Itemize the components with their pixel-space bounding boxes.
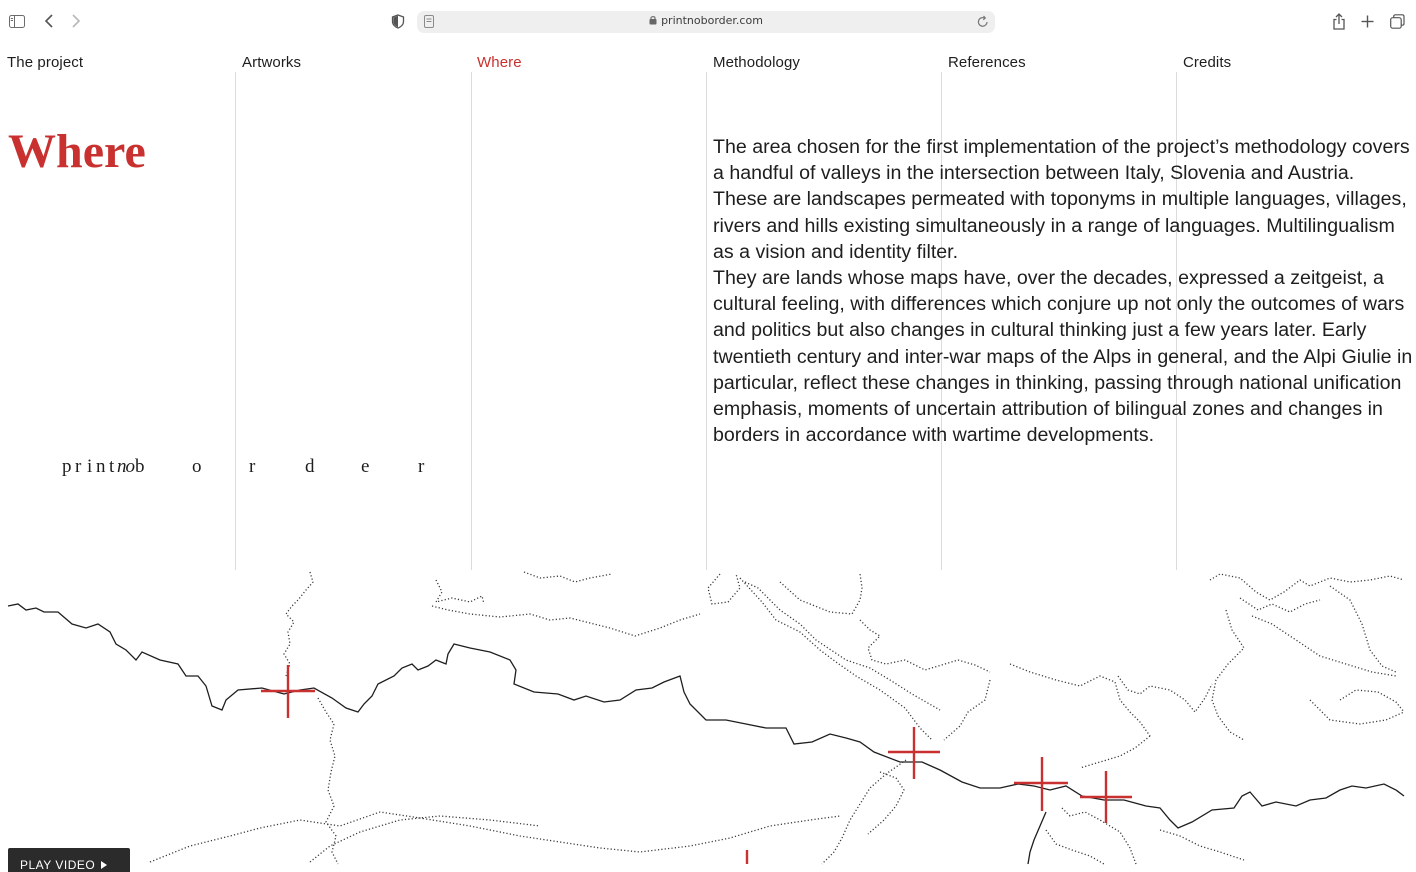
logo-letter: e bbox=[361, 456, 370, 477]
play-video-label: PLAY VIDEO bbox=[20, 857, 96, 872]
logo-letter: d bbox=[305, 456, 315, 477]
logo-letter: i bbox=[87, 456, 93, 477]
grid-line bbox=[471, 72, 472, 570]
border-line bbox=[1028, 812, 1046, 864]
paragraph: These are landscapes permeated with toponyms in multiple languages, villages, rivers and hills existing simultaneously in a range of languages. Multilingualism as a vision and identity filter. bbox=[713, 188, 1407, 263]
page-title: Where bbox=[8, 125, 146, 178]
logo-letter: r bbox=[249, 456, 256, 477]
paragraph: They are lands whose maps have, over the decades, expressed a zeitgeist, a cultural feeling, with differences which conjure up not only the outcomes of wars and politics but also changes in cultural thinking just a few years later. Early twentieth century and inter-war maps of the Alps in general, and the Alpi Giulie in particular, reflect these changes in thinking, passing through national unification emphasis, moments of uncertain attribution of bilingual zones and changes in borders in accordance with wartime developments. bbox=[713, 267, 1413, 447]
play-icon bbox=[101, 861, 107, 869]
lock-icon bbox=[649, 15, 657, 28]
intro-text bbox=[713, 134, 1413, 448]
nav-item-methodology[interactable]: Methodology bbox=[713, 54, 800, 71]
plus-icon[interactable] bbox=[1358, 12, 1376, 30]
dotted-borders bbox=[150, 572, 1404, 864]
shield-icon[interactable] bbox=[389, 12, 407, 30]
crosshair-marker-icon[interactable] bbox=[888, 727, 940, 779]
grid-line bbox=[706, 72, 707, 570]
border-map[interactable] bbox=[0, 568, 1416, 864]
nav-item-where[interactable]: Where bbox=[477, 54, 522, 71]
logo-letter: r bbox=[418, 456, 425, 477]
back-icon[interactable] bbox=[40, 12, 58, 30]
nav-item-the-project[interactable]: The project bbox=[7, 54, 84, 71]
address-bar[interactable] bbox=[417, 11, 995, 33]
tabs-icon[interactable] bbox=[1388, 12, 1406, 30]
logo-letter: no bbox=[117, 456, 134, 477]
share-icon[interactable] bbox=[1330, 12, 1348, 30]
border-line bbox=[8, 604, 1404, 828]
logo-letter: r bbox=[75, 456, 82, 477]
play-video-button[interactable] bbox=[8, 848, 130, 872]
logo-letter: n bbox=[96, 456, 106, 477]
url-text: printnoborder.com bbox=[661, 14, 763, 27]
crosshair-marker-icon[interactable] bbox=[261, 665, 315, 718]
logo-letter: b bbox=[135, 456, 145, 477]
browser-toolbar bbox=[0, 0, 1416, 42]
reload-icon[interactable] bbox=[977, 15, 989, 33]
grid-line bbox=[235, 72, 236, 570]
logo-letter: o bbox=[192, 456, 202, 477]
nav-item-references[interactable]: References bbox=[948, 54, 1026, 71]
crosshair-marker-icon[interactable] bbox=[1080, 771, 1132, 823]
paragraph: The area chosen for the first implementation of the project’s methodology covers a handful of valleys in the intersection between Italy, Slovenia and Austria. bbox=[713, 136, 1410, 185]
forward-icon[interactable] bbox=[67, 12, 85, 30]
logo-letter: t bbox=[109, 456, 115, 477]
printnoborder-logo[interactable] bbox=[62, 456, 442, 480]
logo-letter: p bbox=[62, 456, 72, 477]
nav-item-artworks[interactable]: Artworks bbox=[242, 54, 302, 71]
url-display bbox=[417, 14, 995, 28]
nav-item-credits[interactable]: Credits bbox=[1183, 54, 1232, 71]
crosshair-marker-icon[interactable] bbox=[1014, 757, 1068, 811]
sidebar-icon[interactable] bbox=[8, 12, 26, 30]
